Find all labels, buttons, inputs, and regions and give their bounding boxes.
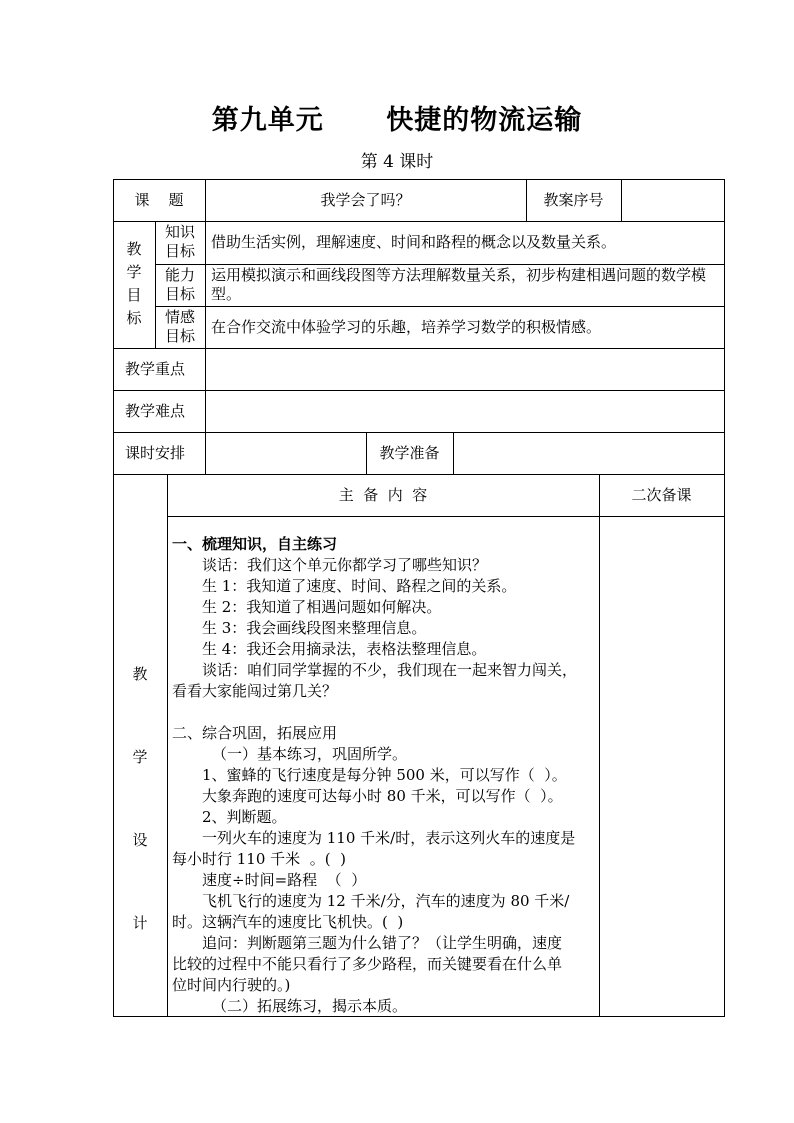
knowledge-goal-label	[155, 221, 205, 264]
goal-label-line: 情感	[164, 308, 195, 326]
goal-label-line: 目标	[164, 327, 195, 345]
col-divider	[167, 474, 168, 1017]
key-points-label: 教学重点	[125, 359, 186, 378]
goal-label-line: 知识	[164, 223, 195, 241]
content-line: 一列火车的速度为 110 千米/时，表示这列火车的速度是	[202, 829, 576, 847]
emotion-goal-text: 在合作交流中体验学习的乐趣，培养学习数学的积极情感。	[211, 317, 602, 336]
blank-line	[172, 702, 602, 723]
content-line: 追问：判断题第三题为什么错了？（让学生明确，速度	[202, 934, 563, 952]
lesson-subtitle: 第 4 课时	[360, 152, 434, 172]
content-line: 比较的过程中不能只看行了多少路程，而关键要看在什么单	[172, 955, 563, 973]
row-divider	[155, 264, 725, 265]
goals-label-char: 学	[126, 263, 142, 281]
design-label-char: 计	[132, 914, 148, 932]
topic-label: 课 题	[134, 190, 184, 209]
main-prep-header: 主 备 内 容	[338, 485, 428, 504]
content-line: 2、判断题。	[202, 808, 287, 826]
content-line: 位时间内行驶的。)	[172, 976, 291, 994]
topic-value: 我学会了吗？	[320, 190, 411, 209]
section-2-title: 二、综合巩固，拓展应用	[172, 724, 338, 742]
page-title: 第九单元 快捷的物流运输	[211, 105, 583, 136]
col-divider	[453, 432, 454, 475]
content-line: 每小时行 110 千米 。( )	[172, 850, 346, 868]
goals-label-char: 教	[126, 240, 142, 258]
plan-number-value	[621, 179, 724, 221]
emotion-goal-label	[155, 306, 205, 348]
content-line: 谈话：我们这个单元你都学习了哪些知识？	[202, 556, 488, 574]
secondary-prep-header: 二次备课	[631, 485, 692, 504]
content-line: 1、蜜蜂的飞行速度是每分钟 500 米，可以写作（ ）。	[202, 766, 567, 784]
table-border-right	[724, 179, 725, 1017]
design-label-char: 教	[132, 665, 148, 683]
content-line: 谈话：咱们同学掌握的不少，我们现在一起来智力闯关，	[202, 661, 578, 679]
section-1-title: 一、梳理知识，自主练习	[172, 535, 338, 553]
content-line: （二）拓展练习，揭示本质。	[212, 997, 408, 1015]
ability-goal-label	[155, 264, 205, 306]
goal-label-line: 目标	[164, 242, 195, 260]
content-line: 生 4：我还会用摘录法，表格法整理信息。	[202, 640, 487, 658]
goals-label-char: 目	[126, 286, 142, 304]
lesson-plan-table	[113, 179, 725, 1016]
content-line: 飞机飞行的速度为 12 千米/分，汽车的速度为 80 千米/	[202, 892, 570, 910]
col-divider	[205, 221, 206, 475]
goals-label	[113, 221, 155, 348]
knowledge-goal-text: 借助生活实例，理解速度、时间和路程的概念以及数量关系。	[211, 233, 617, 251]
goal-label-line: 能力	[164, 266, 195, 284]
preparation-label: 教学准备	[379, 443, 440, 462]
goals-label-char: 标	[126, 309, 142, 327]
content-line: （一）基本练习，巩固所学。	[212, 745, 408, 763]
goal-label-line: 目标	[164, 285, 195, 303]
ability-goal-text: 运用模拟演示和画线段图等方法理解数量关系，初步构建相遇问题的数学模型。	[211, 266, 707, 303]
row-divider	[167, 516, 725, 517]
schedule-label: 课时安排	[125, 443, 186, 462]
content-line: 生 3：我会画线段图来整理信息。	[202, 619, 427, 637]
content-line: 时。这辆汽车的速度比飞机快。( )	[172, 913, 404, 931]
content-line: 大象奔跑的速度可达每小时 80 千米，可以写作（ ）。	[202, 787, 563, 805]
content-line: 速度÷时间=路程 （ ）	[202, 871, 367, 889]
content-line: 生 1：我知道了速度、时间、路程之间的关系。	[202, 577, 517, 595]
difficulties-label: 教学难点	[125, 401, 186, 420]
content-line: 看看大家能闯过第几关？	[172, 682, 338, 700]
lesson-content	[172, 534, 602, 1017]
content-line: 生 2：我知道了相遇问题如何解决。	[202, 598, 442, 616]
plan-number-label: 教案序号	[543, 190, 604, 209]
design-label-char: 学	[132, 748, 148, 766]
design-label-char: 设	[132, 831, 148, 849]
